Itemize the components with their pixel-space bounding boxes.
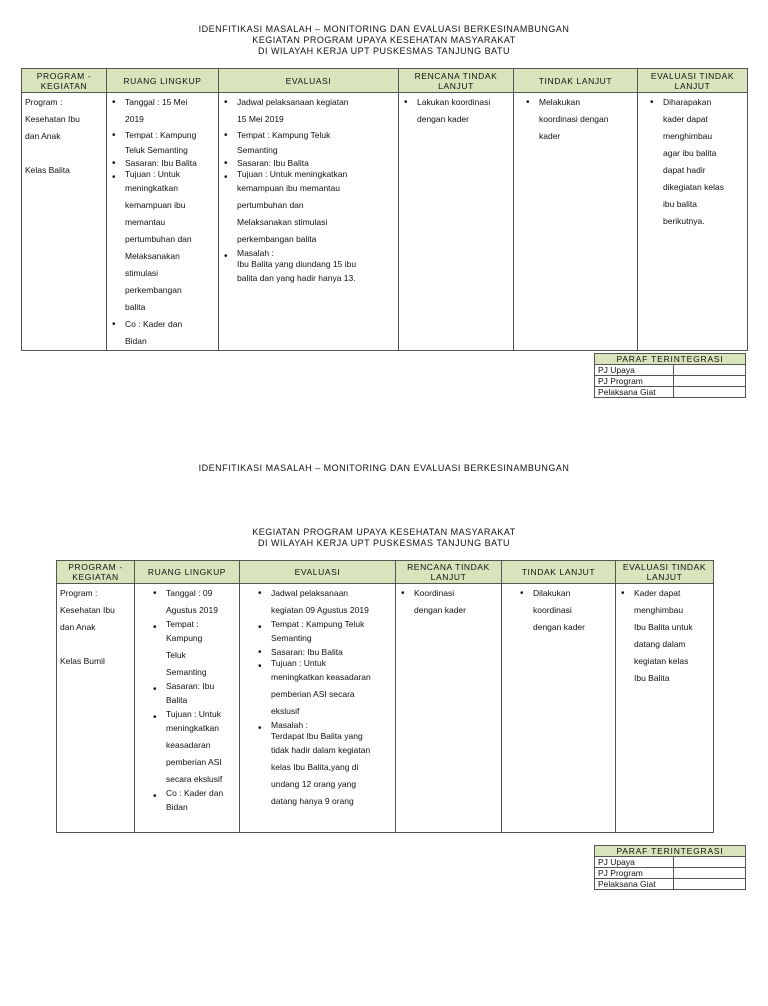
list-item: • Masalah : Ibu Balita yang diundang 15 ibu balita dan yang hadir hanya 13.: [237, 248, 396, 287]
list-item: • Tanggal : 09 Agustus 2019: [166, 585, 237, 619]
cell-evaluasi-tindak-lanjut: [616, 584, 714, 833]
cell-ruang-lingkup: [107, 93, 219, 351]
header-rencana-tindak-lanjut: RENCANA TINDAK LANJUT: [396, 561, 502, 584]
program-line: Kesehatan Ibu: [25, 114, 80, 124]
list-item: • Tujuan : Untuk meningkatkan keasadaran pemberian ASI secara ekslusif: [271, 658, 393, 720]
program-line: dan Anak: [25, 131, 61, 141]
section2-table: [56, 560, 714, 833]
cell-ruang-lingkup: [135, 584, 240, 833]
list-item: • Co : Kader dan Bidan: [166, 788, 237, 816]
header-ruang-lingkup: RUANG LINGKUP: [135, 561, 240, 584]
list-item: • Sasaran: Ibu Balita: [271, 647, 393, 658]
paraf-signature-cell[interactable]: [674, 879, 746, 890]
list-item: • Tempat : Kampung Teluk Semanting: [166, 619, 237, 681]
list-item: • Jadwal pelaksanaan kegiatan 09 Agustus 2019: [271, 585, 393, 619]
list-item: • Tempat : Kampung Teluk Semanting: [237, 128, 396, 158]
paraf-signature-cell[interactable]: [674, 365, 746, 376]
paraf-title: PARAF TERINTEGRASI: [595, 846, 746, 857]
list-item: • Tujuan : Untuk meningkatkan kemampuan ibu memantau pertumbuhan dan Melaksanakan stimulasi perkembangan balita: [237, 169, 396, 248]
paraf-label-pelaksana-giat: Pelaksana Giat: [595, 387, 674, 398]
paraf-signature-cell[interactable]: [674, 868, 746, 879]
paraf-table-2: [594, 845, 746, 890]
list-item: • Tujuan : Untuk meningkatkan kemampuan ibu memantau pertumbuhan dan Melaksanakan stimulasi perkembangan balita: [125, 169, 216, 316]
paraf-signature-cell[interactable]: [674, 387, 746, 398]
cell-rencana-tindak-lanjut: [396, 584, 502, 833]
paraf-label-pelaksana-giat: Pelaksana Giat: [595, 879, 674, 890]
header-evaluasi-tindak-lanjut: EVALUASI TINDAK LANJUT: [616, 561, 714, 584]
program-kegiatan-name: Kelas Balita: [25, 165, 70, 175]
paraf-title: PARAF TERINTEGRASI: [595, 354, 746, 365]
paraf-label-pj-upaya: PJ Upaya: [595, 365, 674, 376]
cell-evaluasi-tindak-lanjut: [638, 93, 748, 351]
list-item: • Diharapakan kader dapat menghimbau agar ibu balita dapat hadir dikegiatan kelas ibu balita berikutnya.: [663, 94, 745, 230]
list-item: • Lakukan koordinasi dengan kader: [417, 94, 511, 128]
section1-title-3: DI WILAYAH KERJA UPT PUSKESMAS TANJUNG BATU: [257, 46, 511, 56]
list-item: • Sasaran: Ibu Balita: [166, 681, 237, 709]
list-item: • Tanggal : 15 Mei 2019: [125, 94, 216, 128]
list-item: • Tujuan : Untuk meningkatkan keasadaran pemberian ASI secara ekslusif: [166, 709, 237, 788]
section2-title-3: DI WILAYAH KERJA UPT PUSKESMAS TANJUNG BATU: [257, 538, 511, 548]
program-line: Kesehatan Ibu: [60, 605, 115, 615]
header-rencana-tindak-lanjut: RENCANA TINDAK LANJUT: [399, 69, 514, 93]
program-line: Program :: [60, 588, 98, 598]
header-ruang-lingkup: RUANG LINGKUP: [107, 69, 219, 93]
header-evaluasi-tindak-lanjut: EVALUASI TINDAK LANJUT: [638, 69, 748, 93]
header-evaluasi: EVALUASI: [219, 69, 399, 93]
paraf-signature-cell[interactable]: [674, 376, 746, 387]
section1-table: [21, 68, 748, 351]
list-item: • Masalah : Terdapat Ibu Balita yang tidak hadir dalam kegiatan kelas Ibu Balita,yang di undang 12 orang yang datang hanya 9 orang: [271, 720, 393, 810]
list-item: • Melakukan koordinasi dengan kader: [539, 94, 635, 145]
program-kegiatan-name: Kelas Bumil: [60, 656, 105, 666]
list-item: • Tempat : Kampung Teluk Semanting: [125, 128, 216, 158]
paraf-signature-cell[interactable]: [674, 857, 746, 868]
cell-tindak-lanjut: [502, 584, 616, 833]
list-item: • Dilakukan koordinasi dengan kader: [533, 585, 613, 636]
cell-evaluasi: [240, 584, 396, 833]
header-tindak-lanjut: TINDAK LANJUT: [502, 561, 616, 584]
cell-evaluasi: [219, 93, 399, 351]
paraf-label-pj-upaya: PJ Upaya: [595, 857, 674, 868]
list-item: • Sasaran: Ibu Balita: [237, 158, 396, 169]
section2-title-1: IDENFITIKASI MASALAH – MONITORING DAN EVALUASI BERKESINAMBUNGAN: [198, 463, 570, 473]
list-item: • Kader dapat menghimbau Ibu Balita untuk datang dalam kegiatan kelas Ibu Balita: [634, 585, 711, 687]
header-tindak-lanjut: TINDAK LANJUT: [514, 69, 638, 93]
list-item: • Tempat : Kampung Teluk Semanting: [271, 619, 393, 647]
cell-rencana-tindak-lanjut: [399, 93, 514, 351]
header-program-kegiatan: PROGRAM - KEGIATAN: [57, 561, 135, 584]
section1-title-2: KEGIATAN PROGRAM UPAYA KESEHATAN MASYARAKAT: [252, 35, 516, 45]
list-item: • Sasaran: Ibu Balita: [125, 158, 216, 169]
section1-title-1: IDENFITIKASI MASALAH – MONITORING DAN EVALUASI BERKESINAMBUNGAN: [198, 24, 570, 34]
cell-program: [57, 584, 135, 833]
program-line: dan Anak: [60, 622, 96, 632]
section2-title-2: KEGIATAN PROGRAM UPAYA KESEHATAN MASYARAKAT: [252, 527, 516, 537]
list-item: • Koordinasi dengan kader: [414, 585, 499, 619]
cell-program: [22, 93, 107, 351]
paraf-label-pj-program: PJ Program: [595, 868, 674, 879]
program-line: Program :: [25, 97, 63, 107]
list-item: • Jadwal pelaksanaan kegiatan 15 Mei 2019: [237, 94, 396, 128]
list-item: • Co : Kader dan Bidan: [125, 316, 216, 350]
paraf-table-1: [594, 353, 746, 398]
header-evaluasi: EVALUASI: [240, 561, 396, 584]
header-program-kegiatan: PROGRAM - KEGIATAN: [22, 69, 107, 93]
paraf-label-pj-program: PJ Program: [595, 376, 674, 387]
cell-tindak-lanjut: [514, 93, 638, 351]
